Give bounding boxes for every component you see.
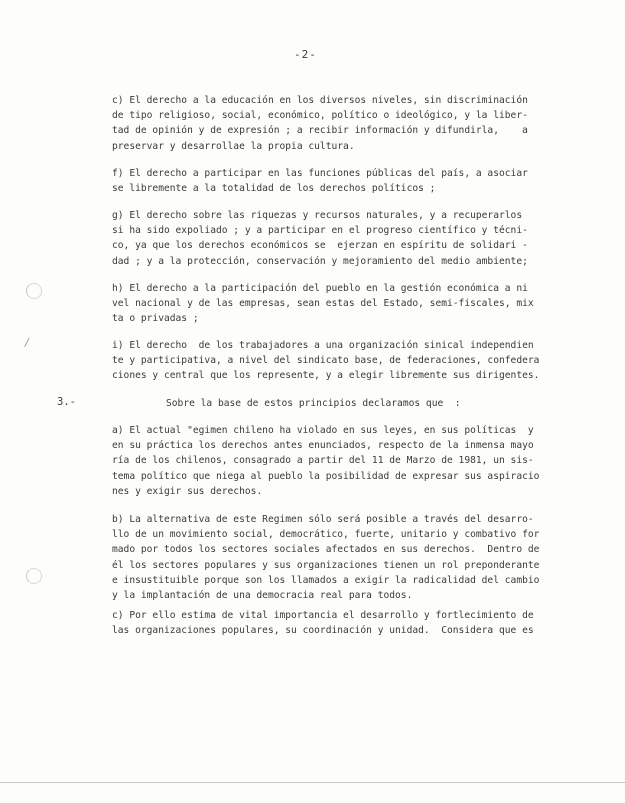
paragraph-c — [112, 93, 552, 154]
text-line: c) Por ello estima de vital importancia el desarrollo y fortlecimiento de — [112, 610, 534, 621]
text-line: h) El derecho a la participación del pueblo en la gestión económica a ni — [112, 283, 528, 294]
text-line: dad ; y a la protección, conservación y mejoramiento del medio ambiente; — [112, 255, 528, 267]
text-line: ría de los chilenos, consagrado a partir del 11 de Marzo de 1981, un sis- — [112, 455, 534, 467]
paragraph-f — [112, 166, 552, 196]
page-edge-line — [0, 782, 625, 783]
text-line: co, ya que los derechos económicos se ejerzan en espíritu de solidari - — [112, 240, 528, 252]
paragraph-a — [112, 423, 552, 499]
text-line: b) La alternativa de este Regimen sólo será posible a través del desarro- — [112, 514, 534, 525]
text-line: se libremente a la totalidad de los derechos políticos ; — [112, 183, 436, 195]
paragraph-h — [112, 281, 552, 327]
paragraph-c-section-3 — [112, 608, 552, 638]
text-line: mado por todos los sectores sociales afectados en sus derechos. Dentro de — [112, 544, 540, 556]
text-line: si ha sido expoliado ; y a participar en el progreso científico y técni- — [112, 225, 528, 237]
text-line: Sobre la base de estos principios declaramos que : — [166, 398, 461, 409]
section-intro — [166, 396, 556, 411]
punch-hole — [26, 568, 42, 584]
text-line: preservar y desarrollae la propia cultura. — [112, 140, 355, 152]
text-line: vel nacional y de las empresas, sean estas del Estado, semi-fiscales, mix — [112, 298, 534, 310]
text-line: e insustituible porque son los llamados a exigir la radicalidad del cambio — [112, 574, 540, 586]
paragraph-g — [112, 208, 552, 269]
text-line: ciones y central que los represente, y a elegir libremente sus dirigentes. — [112, 370, 540, 382]
text-line: a) El actual "egimen chileno ha violado en sus leyes, en sus políticas y — [112, 425, 534, 436]
text-line: c) El derecho a la educación en los diversos niveles, sin discriminación — [112, 95, 528, 106]
text-line: de tipo religioso, social, económico, político o ideológico, y la liber- — [112, 110, 528, 122]
paragraph-b — [112, 512, 552, 603]
text-line: g) El derecho sobre las riquezas y recursos naturales, y a recuperarlos — [112, 210, 523, 221]
page-number: -2- — [294, 48, 317, 61]
text-line: i) El derecho de los trabajadores a una organización sinical independien — [112, 340, 534, 351]
text-line: tema político que niega al pueblo la posibilidad de expresar sus aspiracio — [112, 470, 540, 482]
text-line: nes y exigir sus derechos. — [112, 485, 263, 497]
text-line: él los sectores populares y sus organizaciones tienen un rol preponderante — [112, 559, 540, 571]
text-line: llo de un movimiento social, democrático, fuerte, unitario y combativo for — [112, 529, 540, 541]
text-line: en su práctica los derechos antes enunciados, respecto de la inmensa mayo — [112, 440, 534, 452]
margin-mark: / — [24, 336, 31, 349]
text-line: y la implantación de una democracia real para todos. — [112, 590, 413, 602]
text-line: las organizaciones populares, su coordinación y unidad. Considera que es — [112, 625, 534, 637]
text-line: f) El derecho a participar en las funciones públicas del país, a asociar — [112, 168, 528, 179]
text-line: te y participativa, a nivel del sindicato base, de federaciones, confedera — [112, 355, 540, 367]
paragraph-i — [112, 338, 552, 384]
section-number: 3.- — [57, 396, 76, 408]
text-line: tad de opinión y de expresión ; a recibir información y difundirla, a — [112, 125, 528, 137]
punch-hole — [26, 283, 42, 299]
text-line: ta o privadas ; — [112, 313, 199, 325]
